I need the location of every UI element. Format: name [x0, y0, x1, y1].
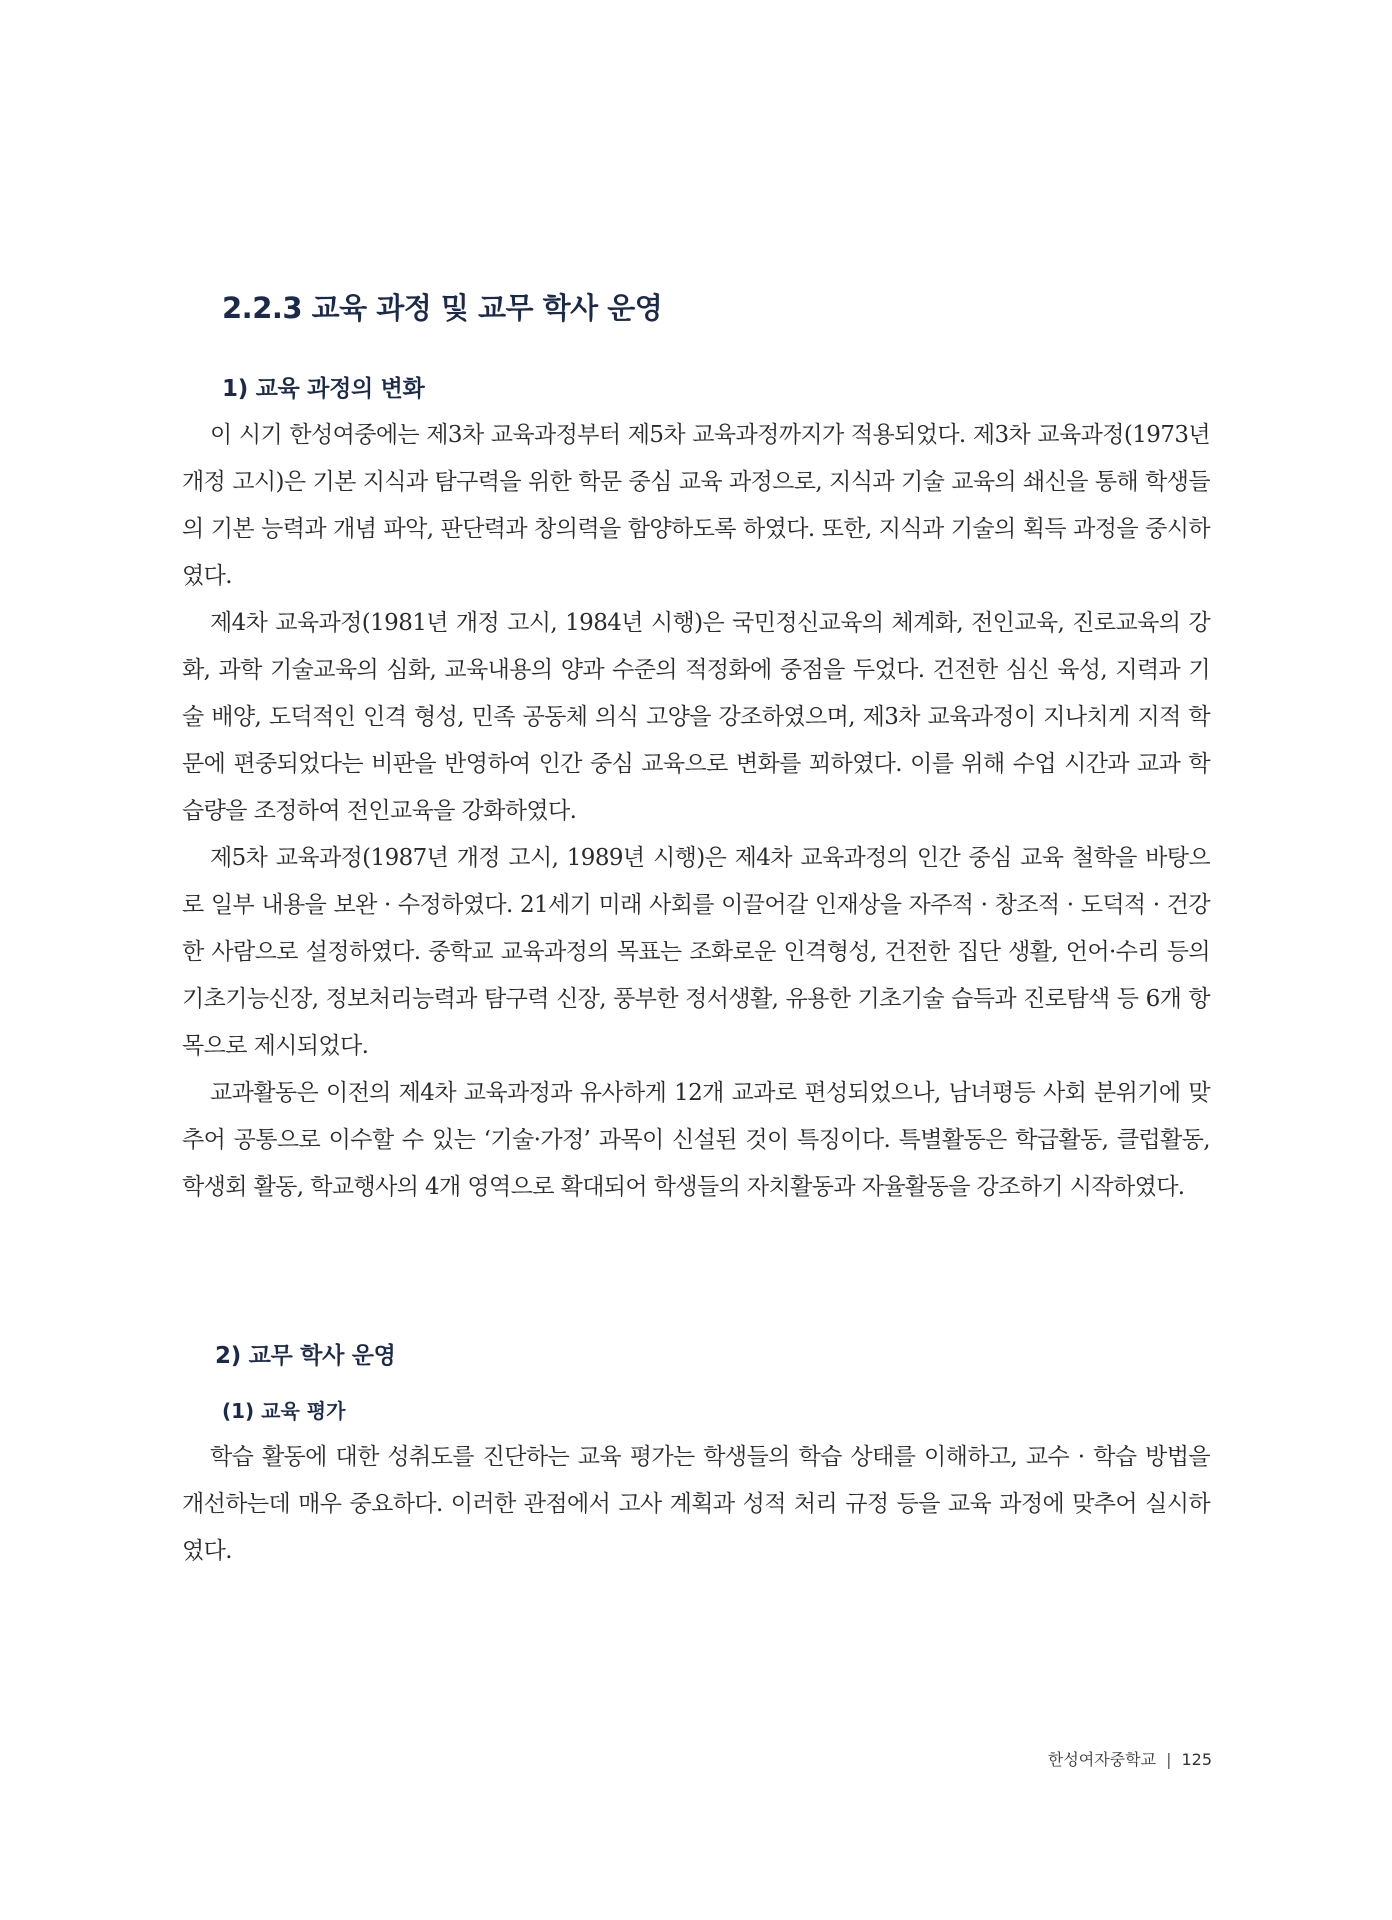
curriculum-change-body — [182, 412, 1210, 1211]
paragraph: 제5차 교육과정(1987년 개정 고시, 1989년 시행)은 제4차 교육과정의 인간 중심 교육 철학을 바탕으로 일부 내용을 보완 · 수정하였다. 21세기 미래 사회를 이끌어갈 인재상을 자주적 · 창조적 · 도덕적 · 건강한 사람으로 설정하였다. 중학교 교육과정의 목표는 조화로운 인격형성, 건전한 집단 생활, 언어·수리 등의 기초기능신장, 정보처리능력과 탐구력 신장, 풍부한 정서생활, 유용한 기초기술 습득과 진로탐색 등 6개 항목으로 제시되었다. — [182, 845, 1210, 1059]
footer-separator: | — [1166, 1750, 1172, 1769]
page-number: 125 — [1181, 1750, 1212, 1769]
page-footer — [1048, 1747, 1212, 1770]
paragraph: 제4차 교육과정(1981년 개정 고시, 1984년 시행)은 국민정신교육의 체계화, 전인교육, 진로교육의 강화, 과학 기술교육의 심화, 교육내용의 양과 수준의 적정화에 중점을 두었다. 건전한 심신 육성, 지력과 기술 배양, 도덕적인 인격 형성, 민족 공동체 의식 고양을 강조하였으며, 제3차 교육과정이 지나치게 지적 학문에 편중되었다는 비판을 반영하여 인간 중심 교육으로 변화를 꾀하였다. 이를 위해 수업 시간과 교과 학습량을 조정하여 전인교육을 강화하였다. — [182, 610, 1210, 824]
section-heading: 2.2.3 교육 과정 및 교무 학사 운영 — [222, 291, 663, 325]
paragraph: 이 시기 한성여중에는 제3차 교육과정부터 제5차 교육과정까지가 적용되었다. 제3차 교육과정(1973년 개정 고시)은 기본 지식과 탐구력을 위한 학문 중심 교육 과정으로, 지식과 기술 교육의 쇄신을 통해 학생들의 기본 능력과 개념 파악, 판단력과 창의력을 함양하도록 하였다. 또한, 지식과 기술의 획득 과정을 중시하였다. — [182, 422, 1210, 589]
evaluation-body — [182, 1434, 1210, 1575]
subsection-heading-curriculum-change: 1) 교육 과정의 변화 — [222, 376, 425, 402]
subsection-heading-academic-affairs: 2) 교무 학사 운영 — [215, 1343, 396, 1369]
subsubsection-heading-evaluation: (1) 교육 평가 — [222, 1399, 346, 1423]
paragraph: 학습 활동에 대한 성취도를 진단하는 교육 평가는 학생들의 학습 상태를 이해하고, 교수 · 학습 방법을 개선하는데 매우 중요하다. 이러한 관점에서 고사 계획과 성적 처리 규정 등을 교육 과정에 맞추어 실시하였다. — [182, 1444, 1210, 1564]
paragraph: 교과활동은 이전의 제4차 교육과정과 유사하게 12개 교과로 편성되었으나, 남녀평등 사회 분위기에 맞추어 공통으로 이수할 수 있는 ‘기술·가정’ 과목이 신설된 것이 특징이다. 특별활동은 학급활동, 클럽활동, 학생회 활동, 학교행사의 4개 영역으로 확대되어 학생들의 자치활동과 자율활동을 강조하기 시작하였다. — [182, 1080, 1210, 1200]
footer-school-name: 한성여자중학교 — [1047, 1750, 1157, 1769]
